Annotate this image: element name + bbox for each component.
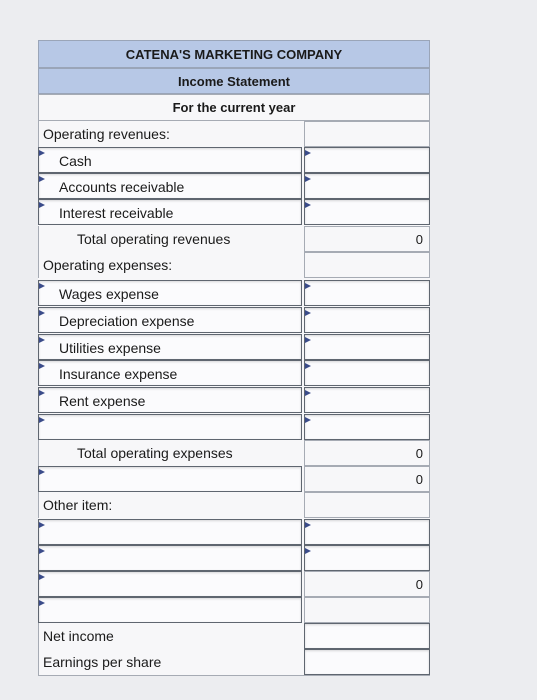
blank-expense-row bbox=[38, 414, 430, 440]
other-item-heading-value bbox=[304, 492, 430, 518]
cash-row bbox=[38, 147, 430, 173]
cash-amount-input[interactable] bbox=[304, 147, 430, 173]
pre-net-income-select[interactable] bbox=[38, 597, 302, 623]
earnings-per-share-amount-input[interactable] bbox=[304, 649, 430, 675]
interest-receivable-amount-input[interactable] bbox=[304, 199, 430, 225]
other-item-row-2 bbox=[38, 545, 430, 571]
company-name: CATENA'S MARKETING COMPANY bbox=[125, 46, 343, 62]
other-item-heading-row bbox=[38, 492, 430, 518]
wages-expense-select[interactable] bbox=[38, 280, 302, 306]
wages-expense-label: Wages expense bbox=[59, 286, 159, 302]
other-item-select-1[interactable] bbox=[38, 519, 302, 545]
insurance-expense-select[interactable] bbox=[38, 360, 302, 386]
depreciation-expense-label: Depreciation expense bbox=[59, 313, 195, 329]
depreciation-expense-amount-input[interactable] bbox=[304, 307, 430, 333]
other-item-amount-input-1[interactable] bbox=[304, 519, 430, 545]
accounts-receivable-select[interactable] bbox=[38, 173, 302, 199]
other-item-total-row bbox=[38, 571, 430, 597]
cash-label: Cash bbox=[59, 153, 92, 169]
other-item-total-select[interactable] bbox=[38, 571, 302, 597]
utilities-expense-label: Utilities expense bbox=[59, 340, 161, 356]
depreciation-expense-row bbox=[38, 307, 430, 333]
statement-period: For the current year bbox=[172, 100, 296, 115]
other-item-heading: Other item: bbox=[38, 492, 302, 518]
insurance-expense-label: Insurance expense bbox=[59, 366, 178, 382]
operating-revenues-heading-value bbox=[304, 121, 430, 147]
total-operating-expenses-label: Total operating expenses bbox=[38, 440, 302, 466]
cash-account-select[interactable] bbox=[38, 147, 302, 173]
statement-title: Income Statement bbox=[178, 73, 290, 89]
wages-expense-amount-input[interactable] bbox=[304, 280, 430, 306]
interest-receivable-select[interactable] bbox=[38, 199, 302, 225]
total-operating-revenues-row bbox=[38, 226, 430, 252]
other-item-row-1 bbox=[38, 519, 430, 545]
wages-expense-row bbox=[38, 280, 430, 306]
accounts-receivable-label: Accounts receivable bbox=[59, 179, 185, 195]
company-name-header bbox=[38, 40, 430, 68]
pre-net-income-value bbox=[304, 597, 430, 623]
statement-title-header bbox=[38, 68, 430, 94]
accounts-receivable-amount-input[interactable] bbox=[304, 173, 430, 199]
net-income-row bbox=[38, 623, 430, 649]
utilities-expense-row bbox=[38, 334, 430, 360]
operating-revenues-heading: Operating revenues: bbox=[38, 121, 302, 147]
net-income-label: Net income bbox=[38, 623, 302, 649]
rent-expense-amount-input[interactable] bbox=[304, 387, 430, 413]
blank-expense-amount-input[interactable] bbox=[304, 414, 430, 440]
operating-expenses-heading-value bbox=[304, 252, 430, 278]
insurance-expense-row bbox=[38, 360, 430, 386]
blank-expense-select[interactable] bbox=[38, 414, 302, 440]
other-item-select-2[interactable] bbox=[38, 545, 302, 571]
utilities-expense-amount-input[interactable] bbox=[304, 334, 430, 360]
rent-expense-row bbox=[38, 387, 430, 413]
interest-receivable-label: Interest receivable bbox=[59, 205, 174, 221]
earnings-per-share-row bbox=[38, 649, 430, 675]
other-item-total-value: 0 bbox=[304, 571, 430, 597]
rent-expense-select[interactable] bbox=[38, 387, 302, 413]
bottom-border bbox=[38, 675, 430, 676]
total-operating-expenses-value: 0 bbox=[304, 440, 430, 466]
accounts-receivable-row bbox=[38, 173, 430, 199]
rent-expense-label: Rent expense bbox=[59, 393, 146, 409]
operating-expenses-heading: Operating expenses: bbox=[38, 252, 302, 278]
operating-income-row bbox=[38, 466, 430, 492]
pre-net-income-row bbox=[38, 597, 430, 623]
total-operating-expenses-row bbox=[38, 440, 430, 466]
operating-income-select[interactable] bbox=[38, 466, 302, 492]
other-item-amount-input-2[interactable] bbox=[304, 545, 430, 571]
interest-receivable-row bbox=[38, 199, 430, 225]
insurance-expense-amount-input[interactable] bbox=[304, 360, 430, 386]
total-operating-revenues-value: 0 bbox=[304, 226, 430, 252]
total-operating-revenues-label: Total operating revenues bbox=[38, 226, 302, 252]
operating-expenses-heading-row bbox=[38, 252, 430, 278]
operating-revenues-heading-row bbox=[38, 121, 430, 147]
net-income-amount-input[interactable] bbox=[304, 623, 430, 649]
earnings-per-share-label: Earnings per share bbox=[38, 649, 302, 675]
period-header[interactable] bbox=[38, 94, 430, 121]
utilities-expense-select[interactable] bbox=[38, 334, 302, 360]
income-statement-sheet bbox=[38, 40, 430, 676]
depreciation-expense-select[interactable] bbox=[38, 307, 302, 333]
operating-income-value: 0 bbox=[304, 466, 430, 492]
